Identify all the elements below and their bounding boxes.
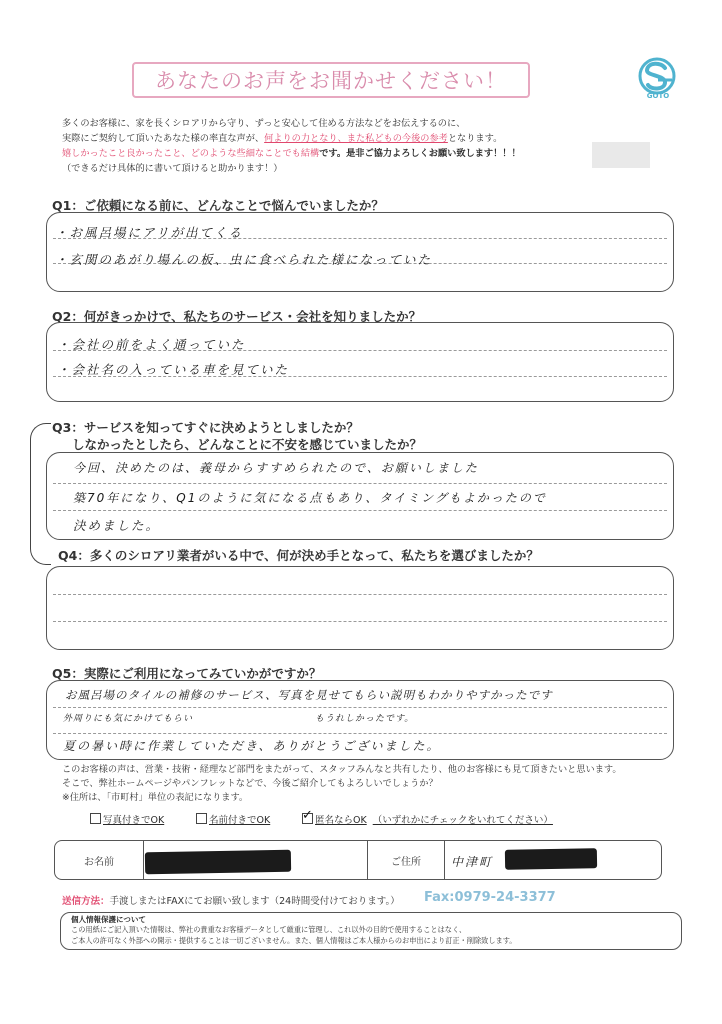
privacy-line-2: ご本人の許可なく外部への開示・提供することは一切ございません。また、個人情報はご本人様からのお申出により訂正・削除致します。: [71, 936, 517, 945]
note-line-2: そこで、弊社ホームページやパンフレットなどで、今後ご紹介してもよろしいでしょうか？: [62, 778, 438, 789]
consent-label-photo: 写真付きでOK: [103, 815, 165, 826]
consent-label-name: 名前付きでOK: [209, 815, 271, 826]
intro-line-3a: 嬉しかったこと良かったこと、どのような些細なことでも結構: [62, 148, 320, 159]
question-3-line-2: しなかったとしたら、どんなことに不安を感じていましたか？: [72, 437, 423, 452]
answer-box-5: [46, 680, 674, 760]
answer-1-line-1: ・お風呂場にアリが出てくる: [55, 225, 244, 240]
consent-instruction: （いずれかにチェックをいれてください）: [372, 815, 553, 826]
note-line-3: ※住所は、「市町村」単位の表記になります。: [62, 792, 249, 803]
intro-line-4: （できるだけ具体的に書いて頂けると助かります！）: [62, 163, 283, 174]
answer-5-line-1: お風呂場のタイルの補修のサービス、写真を見せてもらい説明もわかりやすかったです: [65, 688, 553, 702]
answer-1-line-2: ・玄関のあがり場んの板、虫に食べられた様になっていた: [55, 252, 433, 267]
send-label: 送信方法：: [62, 896, 110, 907]
send-method: [62, 893, 400, 907]
answer-2-line-2: ・会社名の入っている車を見ていた: [57, 362, 290, 377]
send-text: 手渡しまたはFAXにてお願い致します（24時間受付けております。）: [109, 896, 400, 907]
answer-5-insert-1: 外周りにも気にかけてもらい: [63, 714, 194, 724]
checkbox-photo[interactable]: [90, 813, 101, 824]
question-3-line-1: Q3：サービスを知ってすぐに決めようとしましたか？: [52, 420, 359, 435]
answer-box-3: [46, 452, 674, 540]
faint-stamp-mark: [590, 138, 652, 172]
answer-3-line-2: 築70年になり、Q1のように気になる点もあり、タイミングもよかったので: [73, 491, 547, 505]
address-label: ご住所: [391, 856, 421, 868]
privacy-notice: [60, 912, 682, 950]
question-1: Q1：ご依頼になる前に、どんなことで悩んでいましたか？: [52, 198, 384, 213]
question-2: Q2：何がきっかけで、私たちのサービス・会社を知りましたか？: [52, 309, 422, 324]
answer-5-line-2: 夏の暑い時に作業していただき、ありがとうございました。: [63, 739, 441, 753]
redacted-address: [505, 848, 597, 870]
answer-5-insert-2: もうれしかったです。: [315, 714, 415, 724]
answer-2-line-1: ・会社の前をよく通っていた: [57, 337, 246, 352]
question-4: Q4：多くのシロアリ業者がいる中で、何が決め手となって、私たちを選びましたか？: [58, 548, 539, 563]
check-mark-icon: ✓: [302, 808, 313, 823]
intro-line-3b: です。是非ご協力よろしくお願い致します！！！: [319, 148, 521, 159]
consent-option-name[interactable]: [196, 812, 270, 826]
privacy-line-1: この用紙にご記入頂いた情報は、弊社の貴重なお客様データとして厳重に管理し、これ以外の目的で使用することはなく、: [71, 925, 467, 934]
consent-option-photo[interactable]: [90, 812, 164, 826]
title-banner: [132, 62, 530, 98]
intro-line-3: [62, 147, 521, 160]
checkbox-name[interactable]: [196, 813, 207, 824]
answer-box-2: [46, 322, 674, 402]
answer-box-1: [46, 212, 674, 292]
privacy-title: 個人情報保護について: [71, 915, 146, 924]
intro-line-2a: 実際にご契約して頂いたあなた様の率直な声が、: [62, 133, 265, 144]
name-label: お名前: [84, 856, 114, 868]
consent-option-anonymous[interactable]: [302, 808, 553, 826]
checkbox-anonymous[interactable]: [302, 808, 313, 824]
intro-line-2: [62, 132, 502, 145]
redacted-name: [145, 850, 291, 875]
answer-3-line-1: 今回、決めたのは、義母からすすめられたので、お願いしました: [73, 461, 479, 475]
intro-line-1: 多くのお客様に、家を長くシロアリから守り、ずっと安心して住める方法などをお伝えするのに、: [62, 118, 466, 129]
address-value: 中津町: [451, 855, 494, 869]
fax-number: Fax:0979-24-3377: [424, 890, 556, 905]
answer-3-line-3: 決めました。: [73, 518, 161, 533]
page-title: あなたのお声をお聞かせください！: [155, 69, 507, 93]
consent-label-anonymous: 匿名ならOK: [315, 815, 367, 826]
question-5: Q5：実際にご利用になってみていかがですか？: [52, 666, 322, 681]
logo-label: GOTO: [646, 92, 670, 100]
intro-line-2c: となります。: [447, 133, 503, 144]
note-line-1: このお客様の声は、営業・技術・経理など部門をまたがって、スタッフみんなと共有したり、他のお客様にも見て頂きたいと思います。: [62, 764, 622, 775]
intro-highlight: 何よりの力となり、また私どもの今後の参考: [264, 133, 448, 144]
answer-box-4[interactable]: [46, 566, 674, 650]
customer-info-table: [54, 840, 662, 880]
